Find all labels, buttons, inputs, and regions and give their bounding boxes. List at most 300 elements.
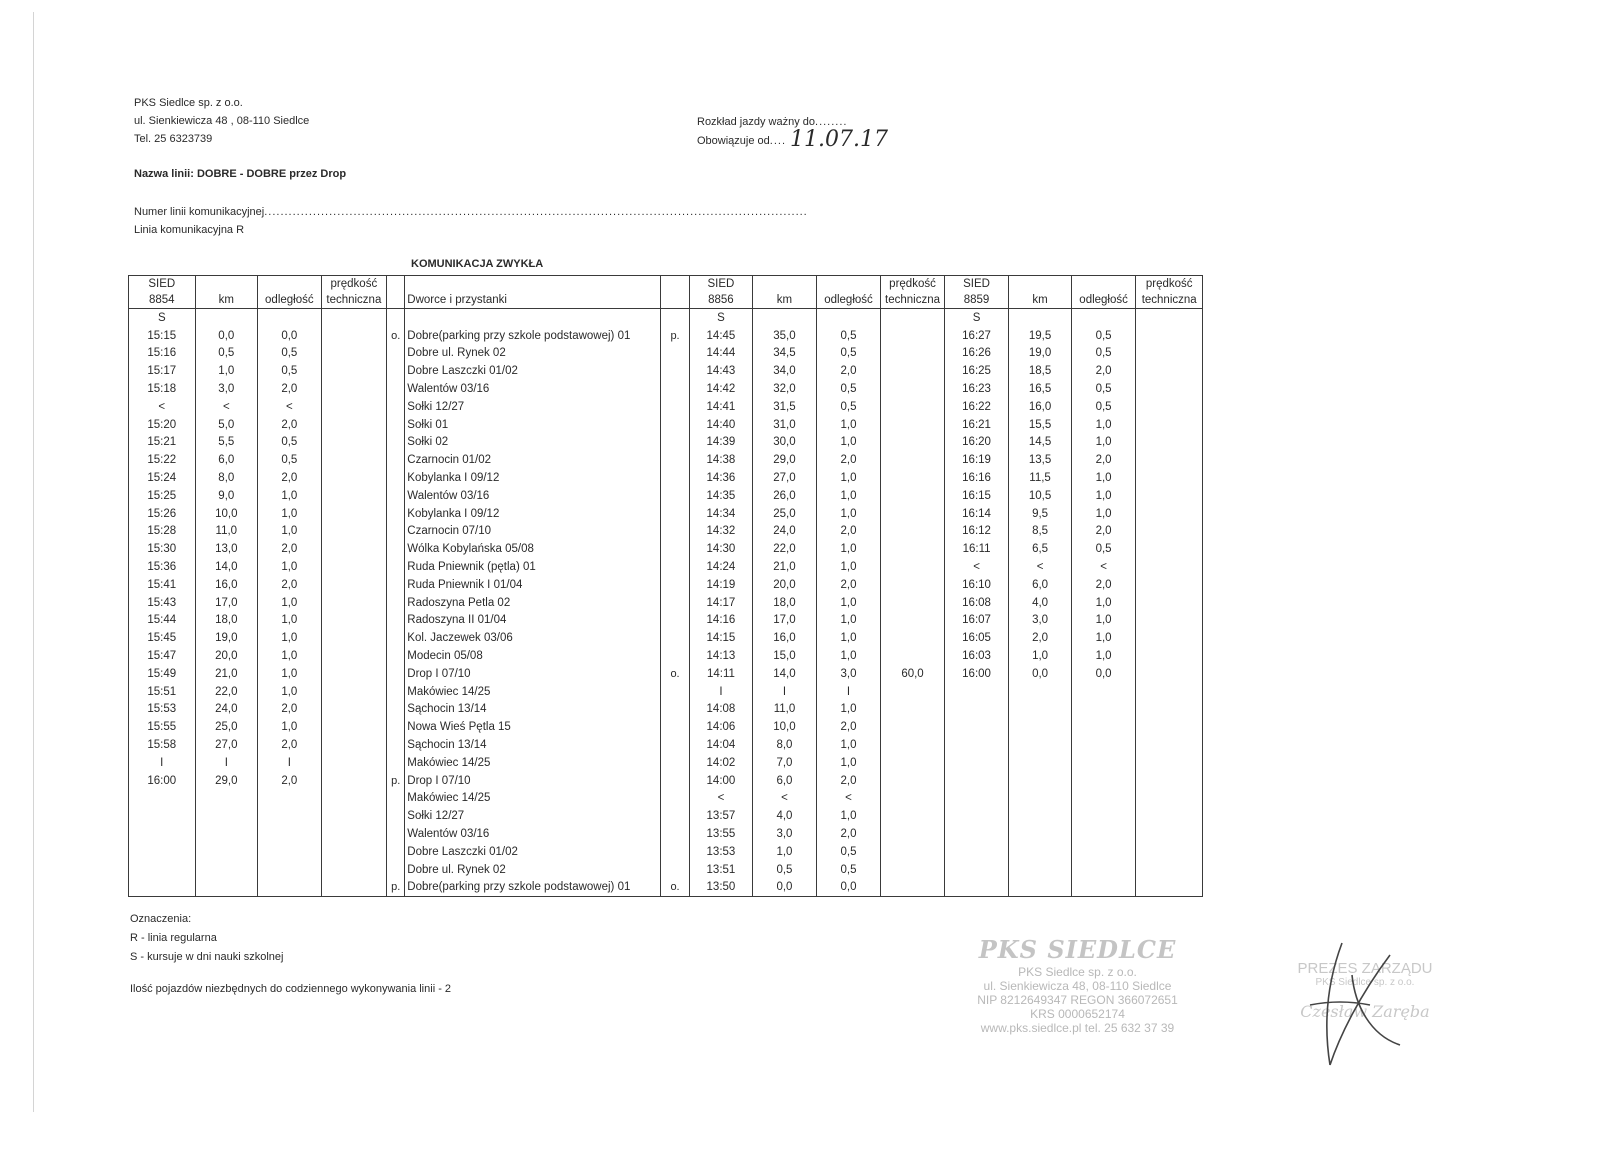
cell-odleglosc-8859: 2,0 <box>1071 523 1136 541</box>
cell-time-8859 <box>944 772 1009 790</box>
cell-km-8854 <box>195 861 258 879</box>
cell-flag-right <box>661 754 689 772</box>
cell-time-8859 <box>944 843 1009 861</box>
cell-time-8856: 14:44 <box>689 345 753 363</box>
cell-flag-left <box>387 718 405 736</box>
cell-stop-name: Makówiec 14/25 <box>405 683 661 701</box>
timetable-body <box>129 309 1203 897</box>
cell-flag-left <box>387 398 405 416</box>
cell-odleglosc-8859 <box>1071 807 1136 825</box>
cell-km-8859: 13,5 <box>1009 451 1072 469</box>
cell-km-8859: < <box>1009 558 1072 576</box>
header-odleglosc: odległość <box>816 292 881 309</box>
cell-odleglosc-8859: 1,0 <box>1071 647 1136 665</box>
cell-odleglosc-8854: 1,0 <box>258 718 322 736</box>
header-techniczna: techniczna <box>1136 292 1203 309</box>
cell-time-8859: 16:08 <box>944 594 1009 612</box>
cell-odleglosc-8856: 1,0 <box>816 736 881 754</box>
cell-time-8856: 14:41 <box>689 398 753 416</box>
cell-km-8856: 34,0 <box>753 362 817 380</box>
cell-odleglosc-8854: 0,5 <box>258 451 322 469</box>
legend-title: Oznaczenia: <box>130 913 192 925</box>
cell-odleglosc-8854: 1,0 <box>258 523 322 541</box>
header-course-8859: 8859 <box>944 292 1009 309</box>
cell-km-8859 <box>1009 861 1072 879</box>
cell-odleglosc-8856: 0,0 <box>816 879 881 897</box>
vehicles-count: Ilość pojazdów niezbędnych do codziennego wykonywania linii - 2 <box>130 983 452 995</box>
cell-km-8856: 32,0 <box>753 380 817 398</box>
cell-time-8859: 16:12 <box>944 523 1009 541</box>
cell-time-8859: < <box>944 558 1009 576</box>
cell-time-8854: 15:36 <box>129 558 196 576</box>
cell-stop-name: Kobylanka I 09/12 <box>405 469 661 487</box>
cell-odleglosc-8856: 1,0 <box>816 487 881 505</box>
cell-predkosc-8859 <box>1136 434 1203 452</box>
cell-predkosc-8854 <box>321 718 387 736</box>
cell-km-8856: 17,0 <box>753 612 817 630</box>
cell-time-8859: 16:10 <box>944 576 1009 594</box>
cell-time-8859 <box>944 754 1009 772</box>
cell-odleglosc-8859 <box>1071 772 1136 790</box>
cell-predkosc-8856 <box>881 523 945 541</box>
cell-flag-right <box>661 451 689 469</box>
cell-flag-right <box>661 434 689 452</box>
cell-time-8854: < <box>129 398 196 416</box>
cell-predkosc-8854 <box>321 754 387 772</box>
cell-time-8859: 16:07 <box>944 612 1009 630</box>
cell-flag-left <box>387 629 405 647</box>
table-row <box>129 558 1203 576</box>
cell-flag-left <box>387 469 405 487</box>
header-sied-1: SIED <box>129 276 196 293</box>
cell-odleglosc-8854: 2,0 <box>258 540 322 558</box>
table-row <box>129 701 1203 719</box>
cell-flag-right: o. <box>661 879 689 897</box>
cell-stop-name: Walentów 03/16 <box>405 487 661 505</box>
cell-km-8856: 0,0 <box>753 879 817 897</box>
cell-flag-right <box>661 718 689 736</box>
cell-time-8859: 16:21 <box>944 416 1009 434</box>
line-type: Linia komunikacyjna R <box>134 224 245 236</box>
header-blank <box>753 276 817 293</box>
cell-km-8859: 8,5 <box>1009 523 1072 541</box>
header-km: km <box>753 292 817 309</box>
table-row <box>129 416 1203 434</box>
cell-predkosc-8859 <box>1136 451 1203 469</box>
cell-odleglosc-8856: 0,5 <box>816 327 881 345</box>
cell-stop-name: Wólka Kobylańska 05/08 <box>405 540 661 558</box>
cell-predkosc-8859 <box>1136 807 1203 825</box>
cell-odleglosc-8856: 2,0 <box>816 576 881 594</box>
cell-time-8856: 14:08 <box>689 701 753 719</box>
cell-km-8854 <box>195 825 258 843</box>
cell-km-8856: 15,0 <box>753 647 817 665</box>
cell-predkosc-8854 <box>321 416 387 434</box>
cell-predkosc-8856 <box>881 718 945 736</box>
cell-km-8854 <box>195 879 258 897</box>
cell-stop-name: Ruda Pniewnik (pętla) 01 <box>405 558 661 576</box>
cell-stop-name: Czarnocin 07/10 <box>405 523 661 541</box>
cell-time-8854: 15:21 <box>129 434 196 452</box>
cell-km-8859 <box>1009 790 1072 808</box>
cell-time-8856: S <box>689 309 753 327</box>
cell-km-8859: 1,0 <box>1009 647 1072 665</box>
cell-predkosc-8854 <box>321 523 387 541</box>
table-row <box>129 345 1203 363</box>
cell-predkosc-8854 <box>321 736 387 754</box>
cell-time-8854: 15:51 <box>129 683 196 701</box>
table-row <box>129 540 1203 558</box>
cell-odleglosc-8856: 3,0 <box>816 665 881 683</box>
cell-predkosc-8856 <box>881 683 945 701</box>
cell-odleglosc-8856: 1,0 <box>816 416 881 434</box>
cell-predkosc-8854 <box>321 825 387 843</box>
cell-km-8859: 6,0 <box>1009 576 1072 594</box>
cell-km-8859 <box>1009 843 1072 861</box>
cell-flag-left: p. <box>387 772 405 790</box>
cell-flag-left <box>387 825 405 843</box>
cell-odleglosc-8854 <box>258 309 322 327</box>
cell-odleglosc-8854: 2,0 <box>258 576 322 594</box>
cell-predkosc-8859 <box>1136 594 1203 612</box>
cell-stop-name: Kol. Jaczewek 03/06 <box>405 629 661 647</box>
cell-odleglosc-8856: 0,5 <box>816 861 881 879</box>
cell-predkosc-8856 <box>881 772 945 790</box>
cell-odleglosc-8856: 1,0 <box>816 434 881 452</box>
header-sied-2: SIED <box>689 276 753 293</box>
cell-time-8856: 13:55 <box>689 825 753 843</box>
cell-predkosc-8854 <box>321 612 387 630</box>
cell-km-8856: 10,0 <box>753 718 817 736</box>
cell-flag-right <box>661 540 689 558</box>
header-blank <box>661 276 689 293</box>
table-row <box>129 309 1203 327</box>
cell-predkosc-8856 <box>881 612 945 630</box>
cell-odleglosc-8856: 1,0 <box>816 505 881 523</box>
cell-stop-name: Sąchocin 13/14 <box>405 701 661 719</box>
cell-predkosc-8854 <box>321 629 387 647</box>
header-blank <box>405 276 661 293</box>
table-row <box>129 718 1203 736</box>
cell-odleglosc-8854: 1,0 <box>258 647 322 665</box>
cell-odleglosc-8856: 1,0 <box>816 807 881 825</box>
cell-stop-name: Dobre(parking przy szkole podstawowej) 01 <box>405 327 661 345</box>
cell-predkosc-8859 <box>1136 523 1203 541</box>
cell-km-8854: 20,0 <box>195 647 258 665</box>
cell-odleglosc-8859 <box>1071 843 1136 861</box>
cell-km-8854 <box>195 790 258 808</box>
cell-time-8859: 16:27 <box>944 327 1009 345</box>
cell-time-8856: 13:50 <box>689 879 753 897</box>
header-blank <box>258 276 322 293</box>
cell-odleglosc-8856: 2,0 <box>816 718 881 736</box>
legend-r: R - linia regularna <box>130 932 217 944</box>
cell-km-8856: < <box>753 790 817 808</box>
table-row <box>129 380 1203 398</box>
cell-km-8854: 5,5 <box>195 434 258 452</box>
cell-odleglosc-8856: 1,0 <box>816 629 881 647</box>
cell-predkosc-8856 <box>881 861 945 879</box>
cell-predkosc-8854 <box>321 380 387 398</box>
cell-predkosc-8859 <box>1136 345 1203 363</box>
cell-stop-name: Dobre(parking przy szkole podstawowej) 01 <box>405 879 661 897</box>
cell-flag-right: p. <box>661 327 689 345</box>
valid-from-label: Obowiązuje od <box>697 135 770 147</box>
table-row <box>129 362 1203 380</box>
cell-time-8854: 15:30 <box>129 540 196 558</box>
page-edge-line <box>33 12 34 1112</box>
cell-odleglosc-8854: 1,0 <box>258 487 322 505</box>
cell-flag-left <box>387 754 405 772</box>
cell-time-8854: 15:25 <box>129 487 196 505</box>
cell-time-8856: 14:42 <box>689 380 753 398</box>
cell-time-8854 <box>129 825 196 843</box>
cell-odleglosc-8856: 1,0 <box>816 754 881 772</box>
president-name: Czesław Zaręba <box>1300 1002 1430 1021</box>
cell-flag-left <box>387 540 405 558</box>
company-stamp <box>945 935 1210 1035</box>
header-techniczna: techniczna <box>321 292 387 309</box>
cell-predkosc-8859 <box>1136 327 1203 345</box>
cell-km-8859 <box>1009 736 1072 754</box>
cell-stop-name: Makówiec 14/25 <box>405 790 661 808</box>
cell-predkosc-8859 <box>1136 718 1203 736</box>
cell-km-8856: 11,0 <box>753 701 817 719</box>
valid-from-dots: .... <box>769 135 787 147</box>
cell-km-8854: 1,0 <box>195 362 258 380</box>
cell-flag-right <box>661 380 689 398</box>
cell-odleglosc-8859: 2,0 <box>1071 362 1136 380</box>
cell-km-8859: 18,5 <box>1009 362 1072 380</box>
cell-predkosc-8856 <box>881 345 945 363</box>
cell-time-8856: 14:11 <box>689 665 753 683</box>
cell-odleglosc-8859 <box>1071 683 1136 701</box>
header-km: km <box>1009 292 1072 309</box>
cell-flag-left <box>387 487 405 505</box>
cell-predkosc-8856 <box>881 540 945 558</box>
cell-predkosc-8854 <box>321 701 387 719</box>
cell-time-8859 <box>944 825 1009 843</box>
cell-stop-name: Sąchocin 13/14 <box>405 736 661 754</box>
cell-stop-name: Makówiec 14/25 <box>405 754 661 772</box>
header-blank <box>661 292 689 309</box>
cell-flag-left <box>387 523 405 541</box>
cell-odleglosc-8854: 0,5 <box>258 434 322 452</box>
table-row <box>129 434 1203 452</box>
cell-predkosc-8854 <box>321 576 387 594</box>
cell-time-8854: 15:18 <box>129 380 196 398</box>
cell-km-8859 <box>1009 718 1072 736</box>
cell-km-8856: 16,0 <box>753 629 817 647</box>
cell-km-8859: 10,5 <box>1009 487 1072 505</box>
cell-predkosc-8856 <box>881 701 945 719</box>
header-predkosc-1: prędkość <box>321 276 387 293</box>
cell-time-8856: 14:15 <box>689 629 753 647</box>
cell-flag-left <box>387 861 405 879</box>
cell-time-8859: 16:03 <box>944 647 1009 665</box>
header-odleglosc: odległość <box>1071 292 1136 309</box>
cell-time-8854: 15:22 <box>129 451 196 469</box>
speed-8856: 60,0 <box>881 665 945 683</box>
cell-time-8856: I <box>689 683 753 701</box>
cell-predkosc-8859 <box>1136 825 1203 843</box>
legend <box>130 910 283 967</box>
cell-stop-name: Sołki 01 <box>405 416 661 434</box>
cell-km-8859: 11,5 <box>1009 469 1072 487</box>
cell-stop-name: Walentów 03/16 <box>405 825 661 843</box>
cell-time-8859: 16:00 <box>944 665 1009 683</box>
cell-flag-left <box>387 701 405 719</box>
cell-flag-right <box>661 469 689 487</box>
cell-predkosc-8859 <box>1136 416 1203 434</box>
cell-time-8859: 16:26 <box>944 345 1009 363</box>
cell-km-8859 <box>1009 701 1072 719</box>
cell-odleglosc-8854: 2,0 <box>258 772 322 790</box>
cell-predkosc-8854 <box>321 772 387 790</box>
cell-time-8854: 15:17 <box>129 362 196 380</box>
cell-predkosc-8854 <box>321 362 387 380</box>
cell-predkosc-8856 <box>881 629 945 647</box>
cell-odleglosc-8856: I <box>816 683 881 701</box>
valid-from-handwritten-date: 11.07.17 <box>790 127 888 152</box>
cell-time-8856: 14:19 <box>689 576 753 594</box>
cell-time-8854: 15:16 <box>129 345 196 363</box>
cell-predkosc-8856 <box>881 843 945 861</box>
line-number-row <box>134 203 808 221</box>
cell-km-8856: 18,0 <box>753 594 817 612</box>
cell-time-8859: 16:05 <box>944 629 1009 647</box>
president-company: PKS Siedlce sp. z o.o. <box>1315 977 1415 988</box>
cell-predkosc-8856 <box>881 647 945 665</box>
cell-time-8859 <box>944 879 1009 897</box>
cell-predkosc-8856 <box>881 327 945 345</box>
cell-time-8856: 14:38 <box>689 451 753 469</box>
cell-predkosc-8854 <box>321 451 387 469</box>
cell-time-8856: 13:51 <box>689 861 753 879</box>
cell-km-8854 <box>195 309 258 327</box>
cell-odleglosc-8856: 2,0 <box>816 825 881 843</box>
handwritten-signature <box>1300 935 1410 1075</box>
cell-time-8856: 14:40 <box>689 416 753 434</box>
cell-km-8854: < <box>195 398 258 416</box>
cell-time-8859: S <box>944 309 1009 327</box>
cell-flag-right <box>661 861 689 879</box>
cell-km-8856: 1,0 <box>753 843 817 861</box>
cell-flag-left <box>387 362 405 380</box>
cell-km-8854: 22,0 <box>195 683 258 701</box>
cell-predkosc-8859 <box>1136 701 1203 719</box>
cell-odleglosc-8856: 2,0 <box>816 362 881 380</box>
cell-odleglosc-8859 <box>1071 718 1136 736</box>
cell-predkosc-8859 <box>1136 398 1203 416</box>
cell-time-8856: 14:06 <box>689 718 753 736</box>
cell-time-8854: 15:15 <box>129 327 196 345</box>
legend-s: S - kursuje w dni nauki szkolnej <box>130 951 284 963</box>
cell-flag-right <box>661 345 689 363</box>
cell-predkosc-8859 <box>1136 754 1203 772</box>
cell-km-8854 <box>195 807 258 825</box>
line-number-dots: ...................................................................................................................................... <box>264 206 808 218</box>
cell-predkosc-8859 <box>1136 647 1203 665</box>
header-sied-3: SIED <box>944 276 1009 293</box>
cell-stop-name: Nowa Wieś Pętla 15 <box>405 718 661 736</box>
cell-predkosc-8856 <box>881 594 945 612</box>
cell-predkosc-8854 <box>321 594 387 612</box>
table-row <box>129 451 1203 469</box>
cell-odleglosc-8859: 1,0 <box>1071 505 1136 523</box>
cell-flag-left <box>387 843 405 861</box>
cell-predkosc-8859 <box>1136 772 1203 790</box>
cell-km-8859: 0,0 <box>1009 665 1072 683</box>
cell-predkosc-8859 <box>1136 879 1203 897</box>
cell-time-8856: 13:53 <box>689 843 753 861</box>
cell-stop-name: Radoszyna Petla 02 <box>405 594 661 612</box>
cell-odleglosc-8859: 1,0 <box>1071 594 1136 612</box>
section-title: KOMUNIKACJA ZWYKŁA <box>411 258 544 270</box>
cell-km-8856: 35,0 <box>753 327 817 345</box>
cell-stop-name <box>405 309 661 327</box>
cell-odleglosc-8854 <box>258 790 322 808</box>
header-techniczna: techniczna <box>881 292 945 309</box>
cell-odleglosc-8854: 1,0 <box>258 505 322 523</box>
cell-time-8859: 16:23 <box>944 380 1009 398</box>
cell-flag-right <box>661 701 689 719</box>
cell-km-8856 <box>753 309 817 327</box>
header-row-top <box>129 276 1203 293</box>
cell-predkosc-8854 <box>321 434 387 452</box>
cell-predkosc-8859 <box>1136 540 1203 558</box>
cell-stop-name: Sołki 12/27 <box>405 398 661 416</box>
table-row <box>129 736 1203 754</box>
valid-to-label: Rozkład jazdy ważny do <box>697 116 816 128</box>
cell-stop-name: Drop I 07/10 <box>405 772 661 790</box>
cell-stop-name: Kobylanka I 09/12 <box>405 505 661 523</box>
cell-odleglosc-8859: 1,0 <box>1071 612 1136 630</box>
cell-time-8854: 15:44 <box>129 612 196 630</box>
table-row <box>129 665 1203 683</box>
company-address: ul. Sienkiewicza 48 , 08-110 Siedlce <box>134 115 310 127</box>
stamp-line-1: PKS Siedlce sp. z o.o. <box>1018 965 1137 979</box>
cell-predkosc-8856 <box>881 380 945 398</box>
cell-odleglosc-8859: 0,5 <box>1071 540 1136 558</box>
cell-time-8856: 13:57 <box>689 807 753 825</box>
cell-km-8854: 19,0 <box>195 629 258 647</box>
cell-km-8859: 19,0 <box>1009 345 1072 363</box>
header-course-8856: 8856 <box>689 292 753 309</box>
cell-time-8856: 14:39 <box>689 434 753 452</box>
cell-km-8856: I <box>753 683 817 701</box>
cell-odleglosc-8854: 1,0 <box>258 594 322 612</box>
cell-time-8854: 15:26 <box>129 505 196 523</box>
cell-flag-left <box>387 576 405 594</box>
company-phone: Tel. 25 6323739 <box>134 133 213 145</box>
cell-stop-name: Sołki 12/27 <box>405 807 661 825</box>
cell-flag-left <box>387 416 405 434</box>
cell-flag-left <box>387 345 405 363</box>
cell-time-8856: < <box>689 790 753 808</box>
cell-km-8854: 9,0 <box>195 487 258 505</box>
cell-odleglosc-8854: < <box>258 398 322 416</box>
cell-flag-right <box>661 523 689 541</box>
cell-odleglosc-8859: 0,5 <box>1071 398 1136 416</box>
cell-flag-left <box>387 558 405 576</box>
cell-time-8856: 14:35 <box>689 487 753 505</box>
cell-odleglosc-8859: 1,0 <box>1071 629 1136 647</box>
cell-predkosc-8856 <box>881 807 945 825</box>
cell-time-8856: 14:13 <box>689 647 753 665</box>
cell-flag-left <box>387 736 405 754</box>
table-row <box>129 790 1203 808</box>
